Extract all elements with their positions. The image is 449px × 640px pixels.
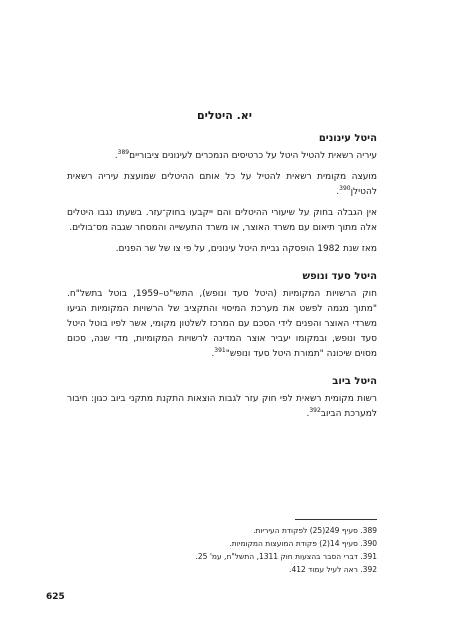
section-heading: היטל סעד ונופש xyxy=(302,271,377,282)
section-heading: היטל עינונים xyxy=(318,133,377,144)
footnote-ref[interactable]: 390 xyxy=(339,185,351,192)
section-welfare-levy xyxy=(67,271,377,362)
footnote-ref[interactable]: 389 xyxy=(117,149,130,156)
footnote: 392. ראה לעיל עמוד 412. xyxy=(289,565,377,574)
paragraph: עיריה רשאית להטיל היטל על כרטיסים הנמכרים לעינונים ציבוריים$^{389}$. xyxy=(114,149,377,161)
footnote: 391. דברי הסבר בהצעות חוק 1311, התשל"ח, עמ' 25. xyxy=(195,552,377,561)
paragraph: חוק הרשויות המקומיות (היטל סעד ונופש), התשי"ט–1959, בוטל בתשל"ח. "מתוך מגמה לפשט את מערכת המיסוי והתקציב של הרשויות המקומיות הגיעו משרדי האוצר והפנים לידי הסכם עם המרכז לשלטון מקומי, אשר לפיו בוטל היטל סעד ונופש, ובמקומו יעביר אוצר המדינה לרשויות המקומיות, מדי שנה, סכום מסוים שיכונה "תמורת היטל סעד ונופש"$^{391}$. xyxy=(67,289,377,359)
paragraph: מועצה מקומית רשאית להטיל על כל אותם ההיטלים שמועצת עיריה רשאית להטילן$^{390}$. xyxy=(67,172,377,197)
footnotes xyxy=(67,524,377,576)
section-heading: היטל ביוב xyxy=(332,376,377,387)
page-number: 625 xyxy=(46,592,65,602)
footnote: 389. סעיף 249(25) לפקודת העיריות. xyxy=(253,526,377,535)
section-sewage-levy xyxy=(67,376,377,422)
footnote: 390. סעיף 14(2) פקודת המועצות המקומיות. xyxy=(229,539,377,548)
footnote-ref[interactable]: 391 xyxy=(214,347,226,354)
main-content xyxy=(67,133,377,436)
section-entertainment-levy xyxy=(67,133,377,257)
footnote-divider xyxy=(295,519,377,520)
section-title: יא. היטלים xyxy=(196,109,253,122)
paragraph: רשות מקומית רשאית לפי חוק עזר לגבות הוצאות התקנת מתקני ביוב כגון: חיבור למערכת הביוב$^{392}$. xyxy=(67,394,377,419)
footnote-ref[interactable]: 392 xyxy=(309,407,321,414)
paragraph: מאז שנת 1982 הופסקה גביית היטל עינונים, על פי צו של שר הפנים. xyxy=(115,244,377,254)
paragraph: אין הגבלה בחוק על שיעורי ההיטלים והם ייקבעו בחוק־עזר. בשעתו נגבו היטלים אלה מתוך תיאום עם משרד האוצר, או משרד התעשייה והמסחר שגבה מס־בולים. xyxy=(67,208,377,233)
